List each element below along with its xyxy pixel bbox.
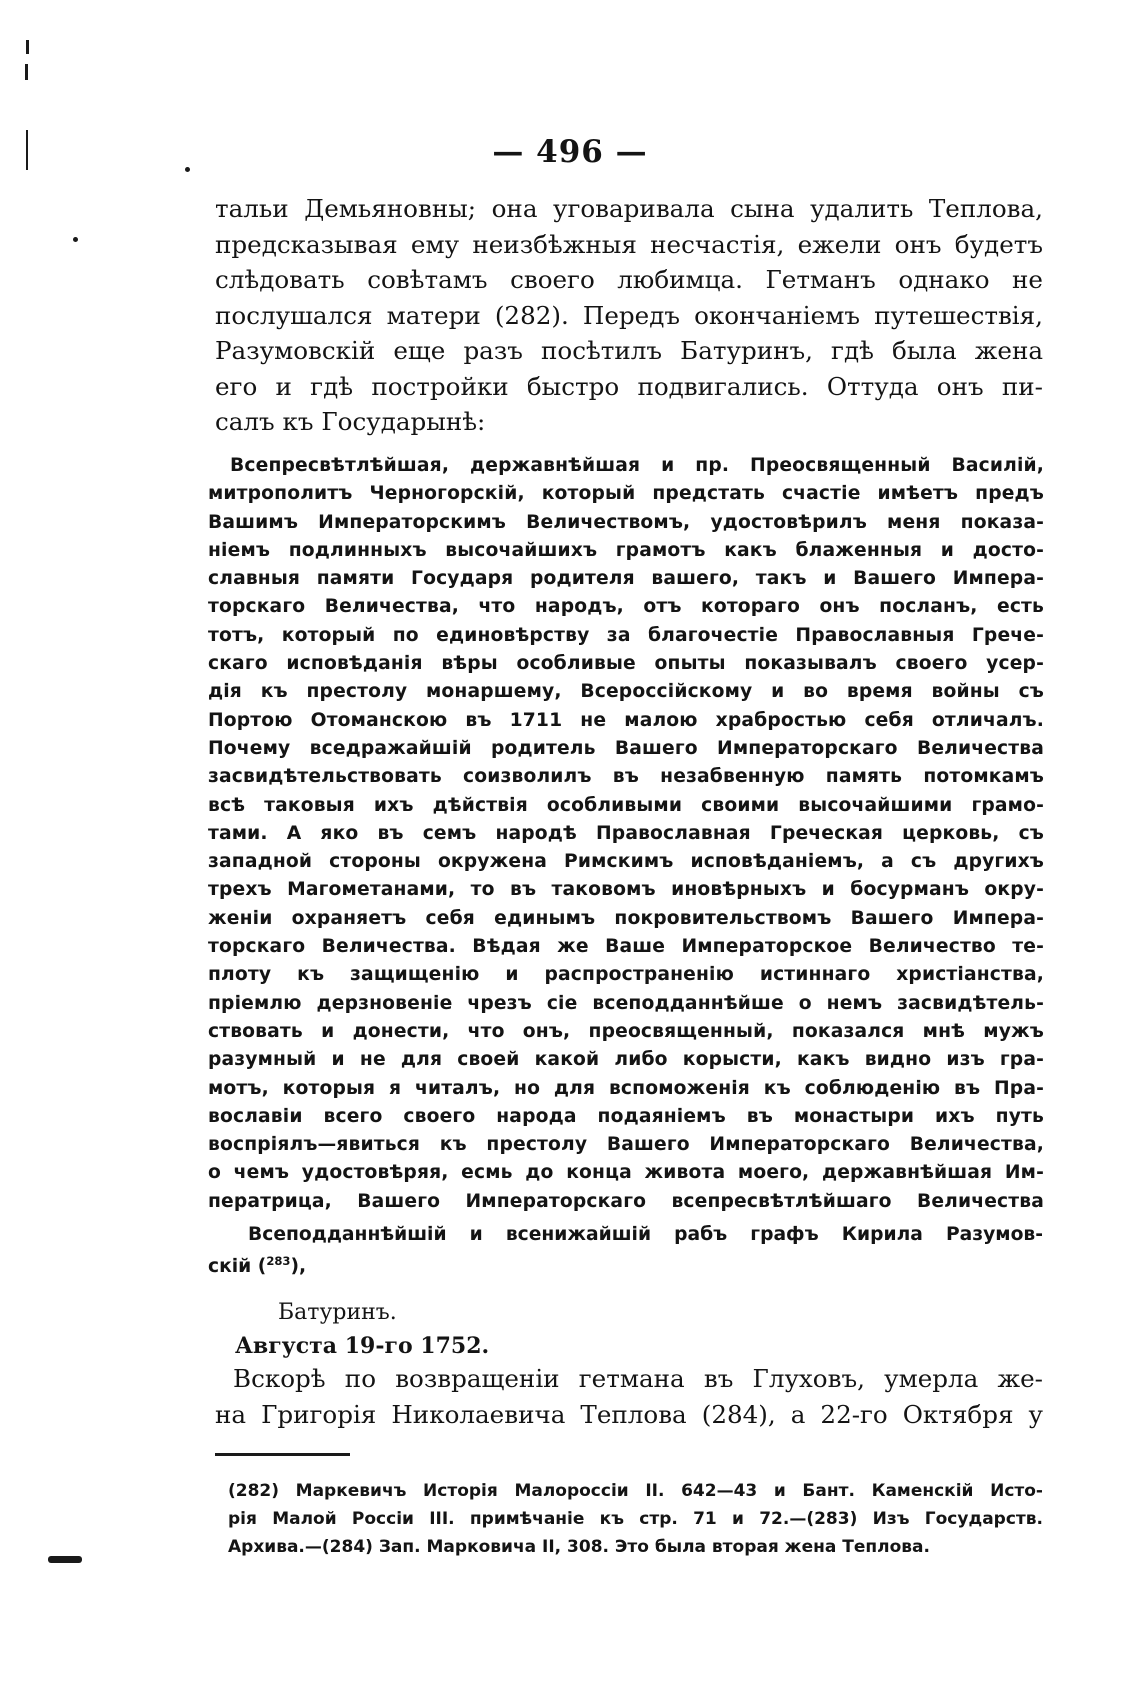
letter-line: ператрица, Вашего Императорскаго всепресвѣтлѣйшаго Величества [208,1190,1044,1212]
signature-line-2 [208,1253,307,1277]
letter-line: воспріялъ—явиться къ престолу Вашего Императорскаго Величества, [208,1134,1044,1156]
letter-line: тотъ, который по единовѣрству за благочестіе Православныя Грече- [208,624,1044,646]
letter-line: ніемъ подлинныхъ высочайшихъ грамотъ какъ блаженныя и досто- [208,539,1044,561]
letter-line: Портою Отоманскою въ 1711 не малою храбростью себя отличалъ. [208,709,1044,731]
letter-line: торскаго Величества, что народъ, отъ котораго онъ посланъ, есть [208,596,1044,618]
letter-line: скаго исповѣданія вѣры особливые опыты показывалъ своего усер- [208,653,1044,675]
footnote-rule [215,1453,350,1456]
letter-line: всѣ таковыя ихъ дѣйствія особливыми своими высочайшими грамо- [208,794,1044,816]
signature-text: скій ( [208,1256,267,1277]
text-line: Вскорѣ по возвращеніи гетмана въ Глуховъ, умерла же- [233,1364,1043,1393]
letter-line: дія къ престолу монаршему, Всероссійскому и во время войны съ [208,681,1044,703]
letter-line: тами. А яко въ семъ народѣ Православная Греческая церковь, съ [208,822,1044,844]
letter-line: пріемлю дерзновеніе чрезъ сіе всеподданнѣйше о немъ засвидѣтель- [208,992,1044,1014]
letter-place: Батуринъ. [278,1300,397,1325]
text-line: слѣдовать совѣтамъ своего любимца. Гетманъ однако не [215,265,1043,294]
letter-line: Всепресвѣтлѣйшая, державнѣйшая и пр. Преосвященный Василій, [230,455,1044,476]
letter-line: мотъ, которыя я читалъ, но для вспоможенія къ соблюденію въ Пра- [208,1077,1044,1099]
letter-line: женіи охраняетъ себя единымъ покровительствомъ Вашего Импера- [208,907,1044,929]
letter-line: засвидѣтельствовать соизволилъ въ незабвенную память потомкамъ [208,766,1044,788]
letter-line: разумный и не для своей какой либо корысти, какъ видно изъ гра- [208,1049,1044,1071]
margin-mark [25,64,28,80]
signature-line-1: Всеподданнѣйшій и всенижайшій рабъ графъ Кирила Разумов- [248,1224,1043,1245]
letter-text [208,452,1044,1216]
footnotes [228,1477,1043,1561]
margin-mark [48,1556,82,1563]
footnote-line: Архива.—(284) Зап. Марковича II, 308. Это была вторая жена Теплова. [228,1537,930,1557]
letter-line: плоту къ защищенію и распространенію истиннаго христіанства, [208,964,1044,986]
text-line: тальи Демьяновны; она уговаривала сына удалить Теплова, [215,194,1043,223]
page-number: — 496 — [492,134,648,170]
text-line: салъ къ Государынѣ: [215,407,486,436]
footnote-ref: 283 [266,1253,291,1268]
letter-line: славныя памяти Государя родителя вашего, такъ и Вашего Импера- [208,568,1044,590]
text-line: его и гдѣ постройки быстро подвигались. Оттуда онъ пи- [215,371,1043,401]
paragraph-1 [215,191,1043,440]
letter-line: Вашимъ Императорскимъ Величествомъ, удостовѣрилъ меня показа- [208,511,1044,533]
letter-line: Почему вседражайшій родитель Вашего Императорскаго Величества [208,737,1044,759]
text-line: Разумовскій еще разъ посѣтилъ Батуринъ, гдѣ была жена [215,336,1043,365]
signature-end: ), [290,1256,307,1277]
paragraph-2 [215,1361,1043,1433]
footnote-line: рія Малой Россіи III. примѣчаніе къ стр. 71 и 72.—(283) Изъ Государств. [228,1509,1043,1529]
letter-line: вославіи всего своего народа подаяніемъ въ монастыри ихъ путь [208,1105,1044,1127]
footnote-line: (282) Маркевичъ Исторія Малороссіи II. 642—43 и Бант. Каменскій Исто- [228,1481,1043,1501]
letter-date: Августа 19-го 1752. [235,1333,490,1359]
letter-line: западной стороны окружена Римскимъ исповѣданіемъ, а съ другихъ [208,851,1044,873]
margin-mark [73,237,78,242]
letter-line: митрополитъ Черногорскій, который предстать счастіе имѣетъ предъ [208,483,1044,505]
text-line: предсказывая ему неизбѣжныя несчастія, ежели онъ будетъ [215,229,1043,259]
letter-line: торскаго Величества. Вѣдая же Ваше Императорское Величество те- [208,936,1044,958]
text-line: послушался матери (282). Передъ окончаніемъ путешествія, [215,300,1043,330]
text-line: на Григорія Николаевича Теплова (284), а 22-го Октября у [215,1400,1043,1429]
letter-line: ствовать и донести, что онъ, преосвященный, показался мнѣ мужъ [208,1020,1044,1042]
letter-line: трехъ Магометанами, то въ таковомъ иновѣрныхъ и босурманъ окру- [208,879,1044,901]
letter-line: о чемъ удостовѣряя, есмь до конца живота моего, державнѣйшая Им- [208,1162,1044,1184]
margin-mark [26,40,29,54]
